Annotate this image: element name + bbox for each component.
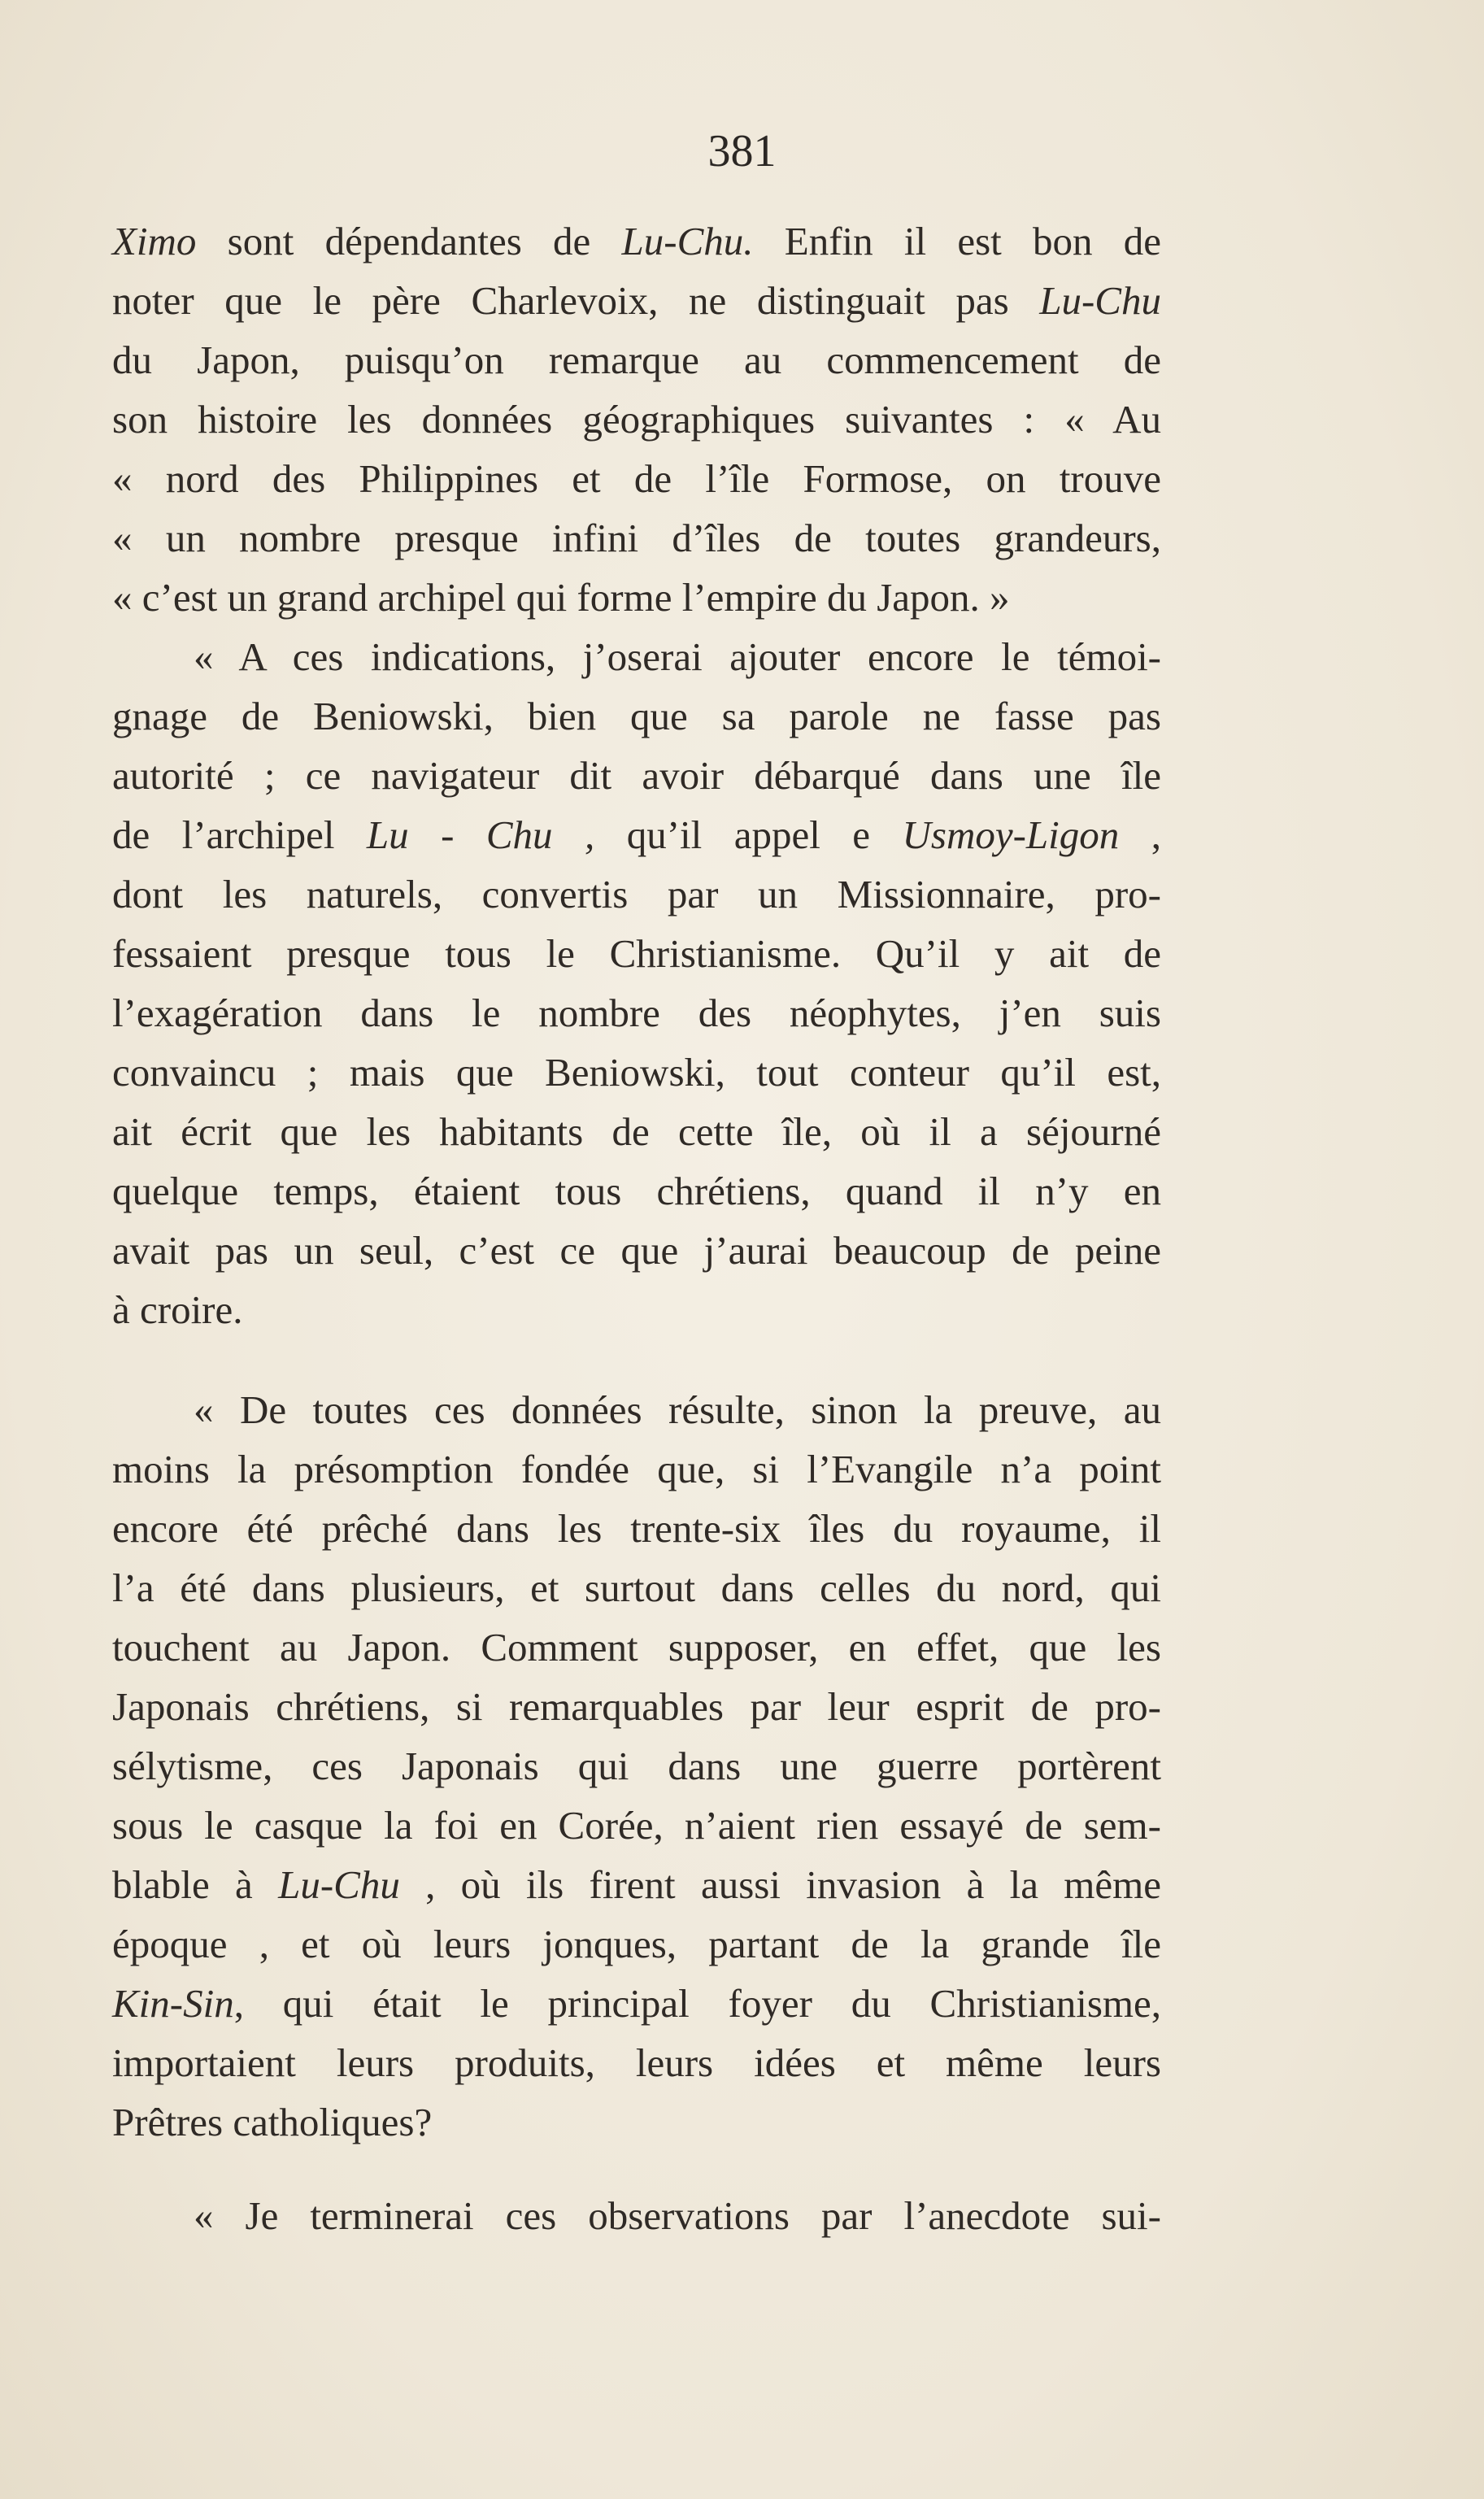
text-line: « nord des Philippines et de l’île Formose, on trouve	[112, 456, 1161, 501]
text-line: gnage de Beniowski, bien que sa parole ne fasse pas	[112, 694, 1161, 738]
page-number: 381	[707, 126, 777, 176]
text-line: Kin-Sin, qui était le principal foyer du Christianisme,	[112, 1981, 1161, 2026]
text-line: moins la présomption fondée que, si l’Evangile n’a point	[112, 1447, 1161, 1491]
text-line: encore été prêché dans les trente-six îles du royaume, il	[112, 1506, 1161, 1551]
text-line: à croire.	[112, 1287, 243, 1332]
text-line: Prêtres catholiques?	[112, 2100, 433, 2144]
text-line: son histoire les données géographiques suivantes : « Au	[112, 397, 1161, 442]
text-line: de l’archipel Lu - Chu , qu’il appel e Usmoy-Ligon ,	[112, 812, 1161, 857]
page-body	[112, 211, 1161, 2245]
text-line: « De toutes ces données résulte, sinon la preuve, au	[194, 1387, 1161, 1432]
text-line: « Je terminerai ces observations par l’anecdote sui-	[194, 2193, 1161, 2238]
text-line: l’exagération dans le nombre des néophytes, j’en suis	[112, 990, 1161, 1035]
text-line: l’a été dans plusieurs, et surtout dans celles du nord, qui	[112, 1565, 1161, 1610]
text-line: convaincu ; mais que Beniowski, tout conteur qu’il est,	[112, 1050, 1161, 1095]
text-line: Japonais chrétiens, si remarquables par leur esprit de pro-	[112, 1684, 1161, 1729]
text-line: du Japon, puisqu’on remarque au commencement de	[112, 337, 1161, 382]
paragraph-gap	[112, 2152, 1161, 2186]
text-line: importaient leurs produits, leurs idées et même leurs	[112, 2040, 1161, 2085]
text-line: quelque temps, étaient tous chrétiens, quand il n’y en	[112, 1169, 1161, 1213]
text-line: autorité ; ce navigateur dit avoir débarqué dans une île	[112, 753, 1161, 798]
text-line: dont les naturels, convertis par un Missionnaire, pro-	[112, 872, 1161, 916]
text-line: avait pas un seul, c’est ce que j’aurai beaucoup de peine	[112, 1228, 1161, 1273]
text-line: « A ces indications, j’oserai ajouter encore le témoi-	[194, 634, 1161, 679]
text-line: époque , et où leurs jonques, partant de la grande île	[112, 1922, 1161, 1966]
text-line: blable à Lu-Chu , où ils firent aussi invasion à la même	[112, 1862, 1161, 1907]
text-line: Ximo sont dépendantes de Lu-Chu. Enfin il est bon de	[112, 219, 1161, 263]
paragraph-gap	[112, 1339, 1161, 1380]
text-line: noter que le père Charlevoix, ne distinguait pas Lu-Chu	[112, 278, 1161, 323]
text-line: touchent au Japon. Comment supposer, en effet, que les	[112, 1625, 1161, 1670]
text-line: sélytisme, ces Japonais qui dans une guerre portèrent	[112, 1744, 1161, 1788]
text-line: « un nombre presque infini d’îles de toutes grandeurs,	[112, 516, 1161, 560]
text-line: « c’est un grand archipel qui forme l’empire du Japon. »	[112, 575, 1010, 620]
text-line: ait écrit que les habitants de cette île, où il a séjourné	[112, 1109, 1161, 1154]
text-line: fessaient presque tous le Christianisme. Qu’il y ait de	[112, 931, 1161, 976]
text-line: sous le casque la foi en Corée, n’aient rien essayé de sem-	[112, 1803, 1161, 1848]
